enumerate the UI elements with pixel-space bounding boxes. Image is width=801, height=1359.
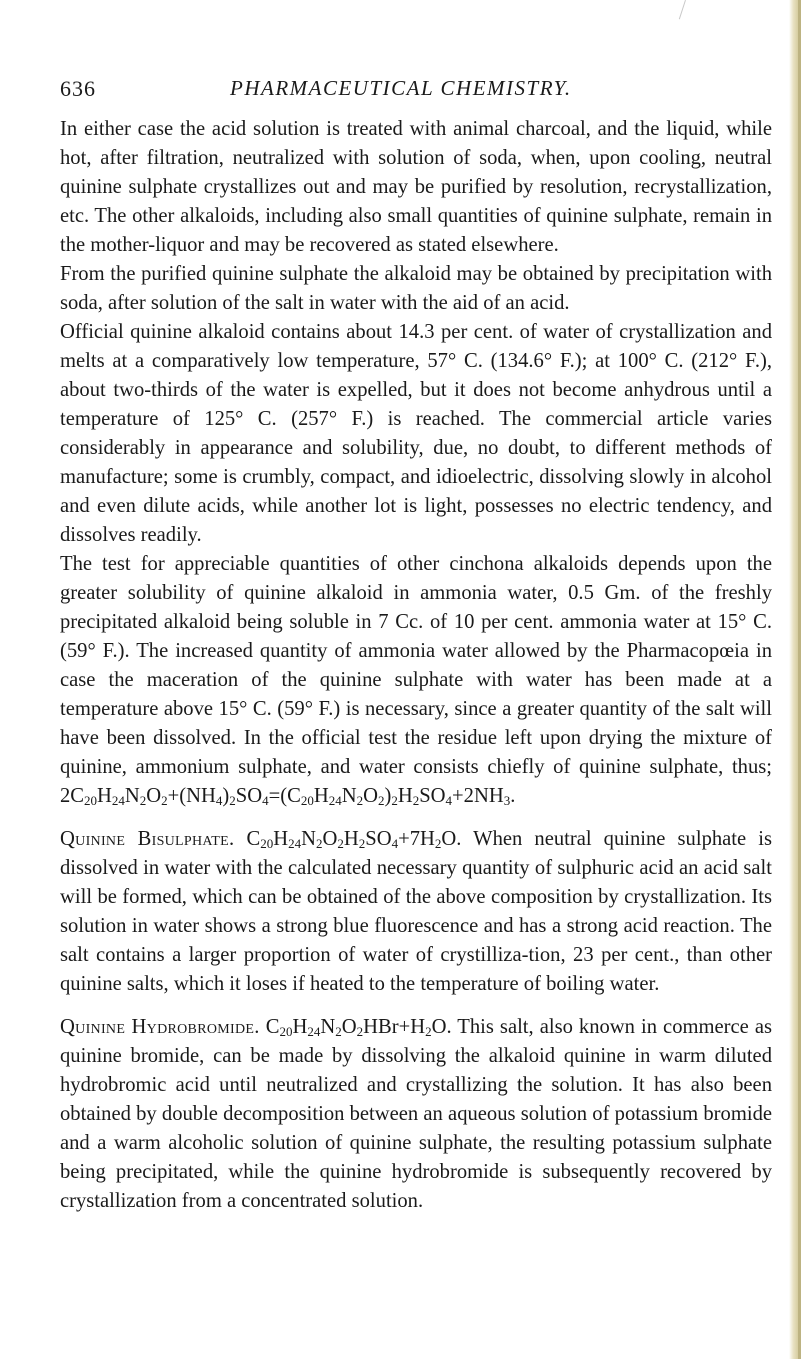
- paragraph-precipitation: From the purified quinine sulphate the alkaloid may be obtained by precipitation with soda, after solution of the salt in water with the aid of an acid.: [60, 263, 772, 314]
- paragraph-quinine-hydrobromide: [60, 1013, 772, 1216]
- heading-quinine-bisulphate: Quinine Bisulphate.: [60, 828, 235, 850]
- section-gap: [60, 999, 772, 1013]
- reaction-formula: $2C_{20}H_{24}N_2O_2+(NH_4)_2SO_4=(C_{20}H_{24}N_2O_2)_2H_2SO_4+2NH_3$.: [60, 785, 516, 808]
- formula-quinine-hydrobromide: $C_{20}H_{24}N_2O_2HBr+H_2O$.: [265, 1016, 452, 1039]
- formula-quinine-bisulphate: $C_{20}H_{24}N_2O_2H_2SO_4+7H_2O$.: [246, 828, 462, 851]
- paper-fold-mark: [679, 0, 686, 19]
- section-gap: [60, 811, 772, 825]
- paragraph-quinine-bisulphate: [60, 825, 772, 999]
- paragraph-charcoal-treatment: In either case the acid solution is treated with animal charcoal, and the liquid, while hot, after filtration, neutralized with solution of soda, when, upon cooling, neutral quinine sulphate crystallizes out and may be purified by resolution, recrystallization, etc. The other alkaloids, including also small quantities of quinine sulphate, remain in the mother-liquor and may be recovered as stated elsewhere.: [60, 118, 772, 256]
- body-text: [60, 115, 772, 1216]
- cinchona-test-text: The test for appreciable quantities of other cinchona alkaloids depends upon the greater solubility of quinine alkaloid in ammonia water, 0.5 Gm. of the freshly precipitated alkaloid being soluble in 7 Cc. of 10 per cent. ammonia water at 15° C. (59° F.). The increased quantity of ammonia water allowed by the Pharmacopœia in case the maceration of the quinine sulphate with water has been made at a temperature above 15° C. (59° F.) is necessary, since a greater quantity of the salt will have been dissolved. In the official test the residue left upon drying the mixture of quinine, ammonium sulphate, and water consists chiefly of quinine sulphate, thus;: [60, 553, 772, 778]
- quinine-bisulphate-text: When neutral quinine sulphate is dissolved in water with the calculated necessary quantity of sulphuric acid an acid salt will be formed, which can be obtained of the above composition by crystallization. Its solution in water shows a strong blue fluorescence and has a strong acid reaction. The salt contains a larger proportion of water of crystilliza-tion, 23 per cent., than other quinine salts, which it loses if heated to the temperature of boiling water.: [60, 828, 772, 995]
- quinine-hydrobromide-text: This salt, also known in commerce as quinine bromide, can be made by dissolving the alkaloid quinine in warm diluted hydrobromic acid until neutralized and crystallizing the solution. It has also been obtained by double decomposition between an aqueous solution of potassium bromide and a warm alcoholic solution of quinine sulphate, the resulting potassium sulphate being precipitated, while the quinine hydrobromide is subsequently recovered by crystallization from a concentrated solution.: [60, 1016, 773, 1212]
- page-header: [60, 76, 770, 106]
- page-number: 636: [60, 76, 96, 101]
- heading-quinine-hydrobromide: Quinine Hydrobromide.: [60, 1016, 260, 1038]
- running-head: PHARMACEUTICAL CHEMISTRY.: [230, 76, 572, 100]
- paragraph-official-alkaloid: Official quinine alkaloid contains about 14.3 per cent. of water of crystallization and melts at a comparatively low temperature, 57° C. (134.6° F.); at 100° C. (212° F.), about two-thirds of the water is expelled, but it does not become anhydrous until a temperature of 125° C. (257° F.) is reached. The commercial article varies considerably in appearance and solubility, due, no doubt, to different methods of manufacture; some is crumbly, compact, and idioelectric, dissolving slowly in alcohol and even dilute acids, while another lot is light, possesses no electric tendency, and dissolves readily.: [60, 321, 772, 546]
- paragraph-cinchona-test: [60, 550, 772, 811]
